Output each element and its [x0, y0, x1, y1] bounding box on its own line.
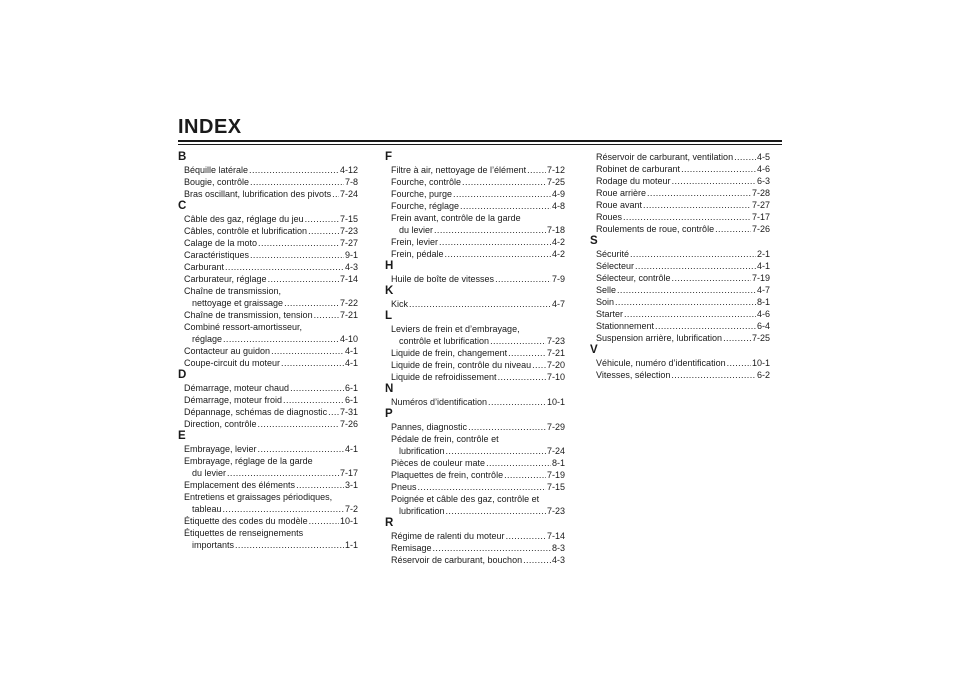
index-entry — [385, 273, 565, 285]
index-entry — [178, 503, 358, 515]
dot-leader — [523, 554, 551, 566]
index-entry-page: 7-14 — [546, 531, 565, 541]
index-entry-page: 4-1 — [344, 346, 358, 356]
index-entry-page: 10-1 — [546, 397, 565, 407]
index-letter-heading: F — [385, 151, 393, 163]
index-entry — [178, 237, 358, 249]
index-entry-text: Vitesses, sélection — [596, 370, 671, 380]
dot-leader — [527, 164, 546, 176]
dot-leader — [258, 418, 339, 430]
index-entry-text: Liquide de frein, contrôle du niveau — [391, 360, 532, 370]
index-entry-text: Chaîne de transmission, tension — [184, 310, 313, 320]
dot-leader — [460, 200, 551, 212]
index-entry — [385, 347, 565, 359]
index-entry — [178, 406, 358, 418]
index-entry-page: 7-19 — [751, 273, 770, 283]
dot-leader — [305, 213, 339, 225]
index-entry — [385, 298, 565, 310]
dot-leader — [453, 188, 551, 200]
index-entry-page: 7-26 — [339, 419, 358, 429]
index-entry-page: 4-8 — [551, 201, 565, 211]
index-column-1 — [178, 151, 358, 551]
index-entry-heading — [178, 527, 358, 539]
index-entry-page: 7-23 — [339, 226, 358, 236]
index-entry-text: Contacteur au guidon — [184, 346, 271, 356]
index-entry — [385, 481, 565, 493]
index-letter-heading: H — [385, 260, 394, 272]
dot-leader — [296, 479, 344, 491]
dot-leader — [409, 298, 551, 310]
dot-leader — [468, 421, 546, 433]
dot-leader — [314, 309, 339, 321]
index-entry-text: Fourche, purge — [391, 189, 453, 199]
index-entry — [178, 357, 358, 369]
index-entry — [385, 359, 565, 371]
index-entry-text: Rodage du moteur — [596, 176, 671, 186]
index-entry — [385, 505, 565, 517]
index-entry-text: Calage de la moto — [184, 238, 258, 248]
index-entry-text: Plaquettes de frein, contrôle — [391, 470, 504, 480]
index-entry-text: Liquide de frein, changement — [391, 348, 508, 358]
index-entry-page: 7-21 — [339, 310, 358, 320]
index-entry — [385, 188, 565, 200]
dot-leader — [532, 359, 546, 371]
dot-leader — [271, 345, 344, 357]
index-entry — [385, 200, 565, 212]
dot-leader — [283, 394, 344, 406]
index-entry-text: Étiquettes de renseignements — [184, 528, 304, 538]
index-entry — [385, 224, 565, 236]
index-entry-page: 6-3 — [756, 176, 770, 186]
index-entry — [385, 421, 565, 433]
index-entry — [385, 335, 565, 347]
index-entry-heading — [385, 323, 565, 335]
index-entry-page: 7-23 — [546, 336, 565, 346]
index-entry-page: 4-6 — [756, 164, 770, 174]
index-entry — [178, 418, 358, 430]
index-entry-page: 7-18 — [546, 225, 565, 235]
index-entry-page: 7-9 — [551, 274, 565, 284]
index-entry-page: 6-1 — [344, 383, 358, 393]
index-entry-page: 10-1 — [751, 358, 770, 368]
dot-leader — [235, 539, 344, 551]
dot-leader — [290, 382, 344, 394]
dot-leader — [624, 308, 756, 320]
dot-leader — [734, 151, 756, 163]
index-entry — [590, 357, 770, 369]
index-entry-text: Leviers de frein et d’embrayage, — [391, 324, 520, 334]
index-entry — [590, 320, 770, 332]
index-entry-text: Roue avant — [596, 200, 643, 210]
index-entry — [590, 248, 770, 260]
index-entry-page: 7-14 — [339, 274, 358, 284]
index-entry-text: Combiné ressort-amortisseur, — [184, 322, 303, 332]
dot-leader — [227, 467, 339, 479]
index-entry — [590, 308, 770, 320]
index-entry-text: Starter — [596, 309, 624, 319]
index-entry — [178, 188, 358, 200]
index-entry — [385, 236, 565, 248]
index-entry — [590, 369, 770, 381]
index-entry-page: 7-21 — [546, 348, 565, 358]
index-entry-page: 4-6 — [756, 309, 770, 319]
dot-leader — [434, 224, 546, 236]
index-entry — [178, 249, 358, 261]
dot-leader — [672, 175, 756, 187]
index-entry — [590, 223, 770, 235]
index-entry — [590, 260, 770, 272]
index-entry — [590, 163, 770, 175]
index-entry — [590, 175, 770, 187]
index-entry-page: 7-22 — [339, 298, 358, 308]
index-entry-text: Filtre à air, nettoyage de l’élément — [391, 165, 527, 175]
index-entry — [590, 211, 770, 223]
index-entry-page: 7-28 — [751, 188, 770, 198]
index-entry-text: Suspension arrière, lubrification — [596, 333, 723, 343]
dot-leader — [446, 505, 546, 517]
index-entry-text: lubrification — [399, 446, 445, 456]
dot-leader — [445, 248, 551, 260]
index-entry-page: 4-5 — [756, 152, 770, 162]
index-entry-page: 7-8 — [344, 177, 358, 187]
dot-leader — [727, 357, 751, 369]
index-entry-heading — [385, 493, 565, 505]
dot-leader — [488, 396, 546, 408]
dot-leader — [462, 176, 546, 188]
index-entry-text: Direction, contrôle — [184, 419, 257, 429]
index-entry-text: Frein, pédale — [391, 249, 444, 259]
index-entry-text: Carburateur, réglage — [184, 274, 267, 284]
index-letter-heading: B — [178, 151, 187, 163]
index-entry-page: 6-1 — [344, 395, 358, 405]
dot-leader — [250, 176, 344, 188]
dot-leader — [446, 445, 546, 457]
index-entry-page: 4-1 — [344, 358, 358, 368]
index-entry-text: Câble des gaz, réglage du jeu — [184, 214, 304, 224]
index-entry — [178, 297, 358, 309]
index-entry — [178, 345, 358, 357]
index-entry-text: nettoyage et graissage — [192, 298, 284, 308]
dot-leader — [672, 272, 751, 284]
index-entry-page: 7-25 — [751, 333, 770, 343]
index-entry — [385, 445, 565, 457]
index-entry-text: Remisage — [391, 543, 432, 553]
index-entry-page: 4-7 — [756, 285, 770, 295]
index-entry-page: 6-4 — [756, 321, 770, 331]
dot-leader — [418, 481, 546, 493]
index-entry-text: Roue arrière — [596, 188, 647, 198]
title-rule — [178, 140, 782, 142]
index-entry — [178, 479, 358, 491]
dot-leader — [281, 357, 344, 369]
dot-leader — [486, 457, 551, 469]
index-entry — [385, 554, 565, 566]
index-entry — [178, 443, 358, 455]
dot-leader — [655, 320, 756, 332]
index-entry-page: 4-3 — [344, 262, 358, 272]
index-entry — [385, 542, 565, 554]
index-entry-text: Roulements de roue, contrôle — [596, 224, 715, 234]
index-entry — [178, 176, 358, 188]
index-entry — [178, 273, 358, 285]
index-entry-page: 7-23 — [546, 506, 565, 516]
index-entry-text: Numéros d’identification — [391, 397, 488, 407]
index-entry-text: Bougie, contrôle — [184, 177, 250, 187]
index-entry-text: Démarrage, moteur froid — [184, 395, 283, 405]
index-entry-page: 7-17 — [339, 468, 358, 478]
index-entry-text: Robinet de carburant — [596, 164, 681, 174]
index-entry-text: Huile de boîte de vitesses — [391, 274, 495, 284]
index-entry — [385, 164, 565, 176]
dot-leader — [498, 371, 546, 383]
index-letter-heading: K — [385, 285, 394, 297]
index-letter-heading: E — [178, 430, 186, 442]
index-entry-page: 3-1 — [344, 480, 358, 490]
index-entry — [590, 199, 770, 211]
dot-leader — [308, 225, 339, 237]
dot-leader — [439, 236, 551, 248]
dot-leader — [617, 284, 756, 296]
dot-leader — [490, 335, 546, 347]
dot-leader — [309, 515, 339, 527]
index-entry-text: Fourche, contrôle — [391, 177, 462, 187]
index-entry — [385, 396, 565, 408]
page-title: INDEX — [178, 116, 242, 138]
dot-leader — [495, 273, 551, 285]
index-entry-page: 7-29 — [546, 422, 565, 432]
index-entry-page: 8-1 — [756, 297, 770, 307]
index-entry-text: lubrification — [399, 506, 445, 516]
index-entry-text: Frein avant, contrôle de la garde — [391, 213, 521, 223]
index-entry-heading — [178, 321, 358, 333]
dot-leader — [223, 333, 339, 345]
index-entry — [178, 261, 358, 273]
index-entry-text: contrôle et lubrification — [399, 336, 490, 346]
index-entry-page: 4-7 — [551, 299, 565, 309]
dot-leader — [681, 163, 756, 175]
dot-leader — [268, 273, 339, 285]
index-entry-heading — [385, 212, 565, 224]
index-entry-text: Coupe-circuit du moteur — [184, 358, 281, 368]
index-entry-text: du levier — [192, 468, 227, 478]
index-entry-text: Dépannage, schémas de diagnostic — [184, 407, 328, 417]
index-letter-heading: S — [590, 235, 598, 247]
index-entry-page: 7-25 — [546, 177, 565, 187]
index-entry — [178, 515, 358, 527]
index-letter-heading: D — [178, 369, 187, 381]
index-entry-page: 7-26 — [751, 224, 770, 234]
dot-leader — [715, 223, 751, 235]
index-entry-text: Poignée et câble des gaz, contrôle et — [391, 494, 540, 504]
index-entry — [178, 394, 358, 406]
index-entry-text: Stationnement — [596, 321, 655, 331]
dot-leader — [250, 249, 344, 261]
index-letter-heading: V — [590, 344, 598, 356]
index-entry-page: 4-9 — [551, 189, 565, 199]
dot-leader — [615, 296, 756, 308]
index-entry-page: 7-10 — [546, 372, 565, 382]
index-entry — [385, 469, 565, 481]
index-entry-page: 7-24 — [546, 446, 565, 456]
index-entry — [590, 272, 770, 284]
index-entry-page: 4-10 — [339, 334, 358, 344]
index-entry-text: Sélecteur, contrôle — [596, 273, 671, 283]
dot-leader — [258, 443, 344, 455]
index-entry-page: 4-2 — [551, 249, 565, 259]
index-entry-text: Réservoir de carburant, ventilation — [596, 152, 734, 162]
index-entry-page: 7-20 — [546, 360, 565, 370]
index-entry-page: 7-12 — [546, 165, 565, 175]
dot-leader — [623, 211, 751, 223]
index-entry-page: 4-3 — [551, 555, 565, 565]
index-entry-text: Béquille latérale — [184, 165, 249, 175]
dot-leader — [723, 332, 751, 344]
index-entry-text: Chaîne de transmission, — [184, 286, 282, 296]
index-entry-text: du levier — [399, 225, 434, 235]
index-entry — [178, 467, 358, 479]
dot-leader — [332, 188, 339, 200]
index-entry-page: 4-1 — [344, 444, 358, 454]
index-entry-text: Soin — [596, 297, 615, 307]
dot-leader — [504, 469, 546, 481]
dot-leader — [284, 297, 339, 309]
index-entry — [178, 213, 358, 225]
index-entry-text: Carburant — [184, 262, 225, 272]
index-entry-text: Bras oscillant, lubrification des pivots — [184, 189, 332, 199]
index-entry — [178, 164, 358, 176]
index-entry-text: Emplacement des éléments — [184, 480, 296, 490]
index-letter-heading: C — [178, 200, 187, 212]
index-entry — [590, 284, 770, 296]
dot-leader — [249, 164, 339, 176]
index-entry-text: Caractéristiques — [184, 250, 250, 260]
index-entry — [178, 225, 358, 237]
index-entry-text: Embrayage, réglage de la garde — [184, 456, 313, 466]
dot-leader — [630, 248, 756, 260]
dot-leader — [223, 503, 344, 515]
index-entry-text: Réservoir de carburant, bouchon — [391, 555, 523, 565]
index-entry-page: 4-2 — [551, 237, 565, 247]
index-entry-heading — [178, 491, 358, 503]
index-entry-text: Frein, levier — [391, 237, 439, 247]
index-entry-page: 2-1 — [756, 249, 770, 259]
index-entry-text: Étiquette des codes du modèle — [184, 516, 308, 526]
index-entry-text: Câbles, contrôle et lubrification — [184, 226, 308, 236]
index-column-2 — [385, 151, 565, 566]
index-entry-text: Embrayage, levier — [184, 444, 257, 454]
index-entry — [590, 296, 770, 308]
index-letter-heading: R — [385, 517, 394, 529]
index-entry-page: 10-1 — [339, 516, 358, 526]
index-entry-page: 7-31 — [339, 407, 358, 417]
index-entry — [590, 187, 770, 199]
index-entry — [178, 539, 358, 551]
index-entry-heading — [385, 433, 565, 445]
index-entry-text: tableau — [192, 504, 222, 514]
index-letter-heading: P — [385, 408, 393, 420]
dot-leader — [635, 260, 756, 272]
index-entry-page: 7-27 — [339, 238, 358, 248]
dot-leader — [643, 199, 751, 211]
index-entry — [385, 176, 565, 188]
index-entry-text: Démarrage, moteur chaud — [184, 383, 290, 393]
index-entry-page: 7-24 — [339, 189, 358, 199]
index-letter-heading: L — [385, 310, 393, 322]
index-entry-text: réglage — [192, 334, 223, 344]
dot-leader — [433, 542, 551, 554]
index-entry-text: Régime de ralenti du moteur — [391, 531, 505, 541]
index-entry-text: Kick — [391, 299, 409, 309]
index-entry-text: Pièces de couleur mate — [391, 458, 486, 468]
index-entry-text: Liquide de refroidissement — [391, 372, 497, 382]
index-entry — [385, 371, 565, 383]
index-entry-page: 7-19 — [546, 470, 565, 480]
index-entry-page: 7-15 — [339, 214, 358, 224]
index-entry — [178, 309, 358, 321]
dot-leader — [508, 347, 546, 359]
index-entry-heading — [178, 285, 358, 297]
title-rule-thin — [178, 144, 782, 145]
index-entry-page: 4-12 — [339, 165, 358, 175]
index-entry-text: importants — [192, 540, 235, 550]
index-entry — [385, 530, 565, 542]
index-entry-text: Sélecteur — [596, 261, 635, 271]
index-entry-text: Entretiens et graissages périodiques, — [184, 492, 333, 502]
dot-leader — [647, 187, 751, 199]
index-entry-page: 7-17 — [751, 212, 770, 222]
index-entry-page: 9-1 — [344, 250, 358, 260]
index-entry-heading — [178, 455, 358, 467]
index-letter-heading: N — [385, 383, 394, 395]
index-entry-text: Pédale de frein, contrôle et — [391, 434, 499, 444]
index-entry — [385, 248, 565, 260]
dot-leader — [225, 261, 344, 273]
index-entry-page: 1-1 — [344, 540, 358, 550]
index-entry-page: 7-27 — [751, 200, 770, 210]
index-entry-text: Selle — [596, 285, 617, 295]
index-entry-text: Fourche, réglage — [391, 201, 460, 211]
index-entry-text: Pannes, diagnostic — [391, 422, 468, 432]
index-entry-text: Pneus — [391, 482, 417, 492]
index-entry-text: Sécurité — [596, 249, 630, 259]
index-entry — [178, 382, 358, 394]
dot-leader — [258, 237, 339, 249]
index-column-3 — [590, 151, 770, 381]
index-entry-page: 4-1 — [756, 261, 770, 271]
index-entry-page: 6-2 — [756, 370, 770, 380]
dot-leader — [671, 369, 756, 381]
index-entry — [385, 457, 565, 469]
index-entry-text: Roues — [596, 212, 623, 222]
index-entry-page: 7-2 — [344, 504, 358, 514]
dot-leader — [328, 406, 339, 418]
index-entry — [178, 333, 358, 345]
index-entry-page: 8-3 — [551, 543, 565, 553]
dot-leader — [506, 530, 546, 542]
index-entry-text: Véhicule, numéro d’identification — [596, 358, 726, 368]
index-entry-page: 7-15 — [546, 482, 565, 492]
index-entry-page: 8-1 — [551, 458, 565, 468]
index-entry — [590, 151, 770, 163]
index-entry — [590, 332, 770, 344]
